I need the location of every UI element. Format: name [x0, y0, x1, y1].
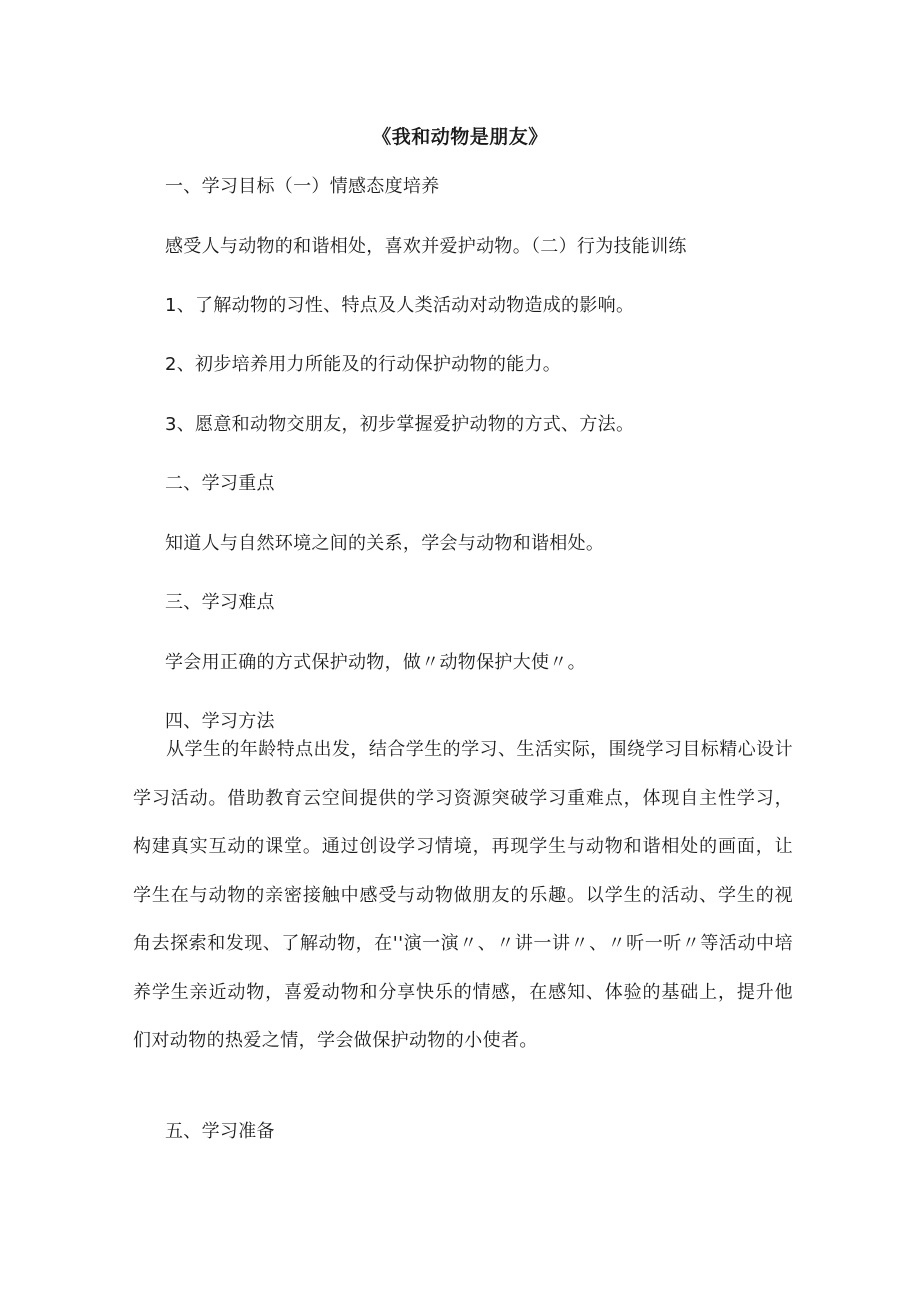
key-points-text: 知道人与自然环境之间的关系，学会与动物和谐相处。 — [165, 533, 605, 554]
goal-emotion-text: 感受人与动物的和谐相处，喜欢并爱护动物。（二）行为技能训练 — [165, 236, 687, 257]
heading-methods: 四、学习方法 — [165, 711, 275, 732]
difficulties-text: 学会用正确的方式保护动物，做〃动物保护大使〃。 — [165, 652, 586, 673]
goal-item-3: 3、愿意和动物交朋友，初步掌握爱护动物的方式、方法。 — [165, 414, 635, 435]
heading-difficulties: 三、学习难点 — [165, 592, 275, 613]
heading-preparation: 五、学习准备 — [165, 1121, 275, 1142]
heading-key-points: 二、学习重点 — [165, 473, 275, 494]
methods-paragraph: 从学生的年龄特点出发，结合学生的学习、生活实际，围绕学习目标精心设计学习活动。借助教育云空间提供的学习资源突破学习重难点，体现自主性学习，构建真实互动的课堂。通过创设学习情境，再现学生与动物和谐相处的画面，让学生在与动物的亲密接触中感受与动物做朋友的乐趣。以学生的活动、学生的视角去探索和发现、了解动物，在''演一演〃、〃讲一讲〃、〃听一听〃等活动中培养学生亲近动物，喜爱动物和分享快乐的情感，在感知、体验的基础上，提升他们对动物的热爱之情，学会做保护动物的小使者。 — [133, 739, 793, 1051]
heading-learning-goals: 一、学习目标（一）情感态度培养 — [165, 176, 440, 197]
document-title: 《我和动物是朋友》 — [372, 126, 548, 148]
goal-item-1: 1、了解动物的习性、特点及人类活动对动物造成的影响。 — [165, 295, 635, 316]
goal-item-2: 2、初步培养用力所能及的行动保护动物的能力。 — [165, 354, 562, 375]
